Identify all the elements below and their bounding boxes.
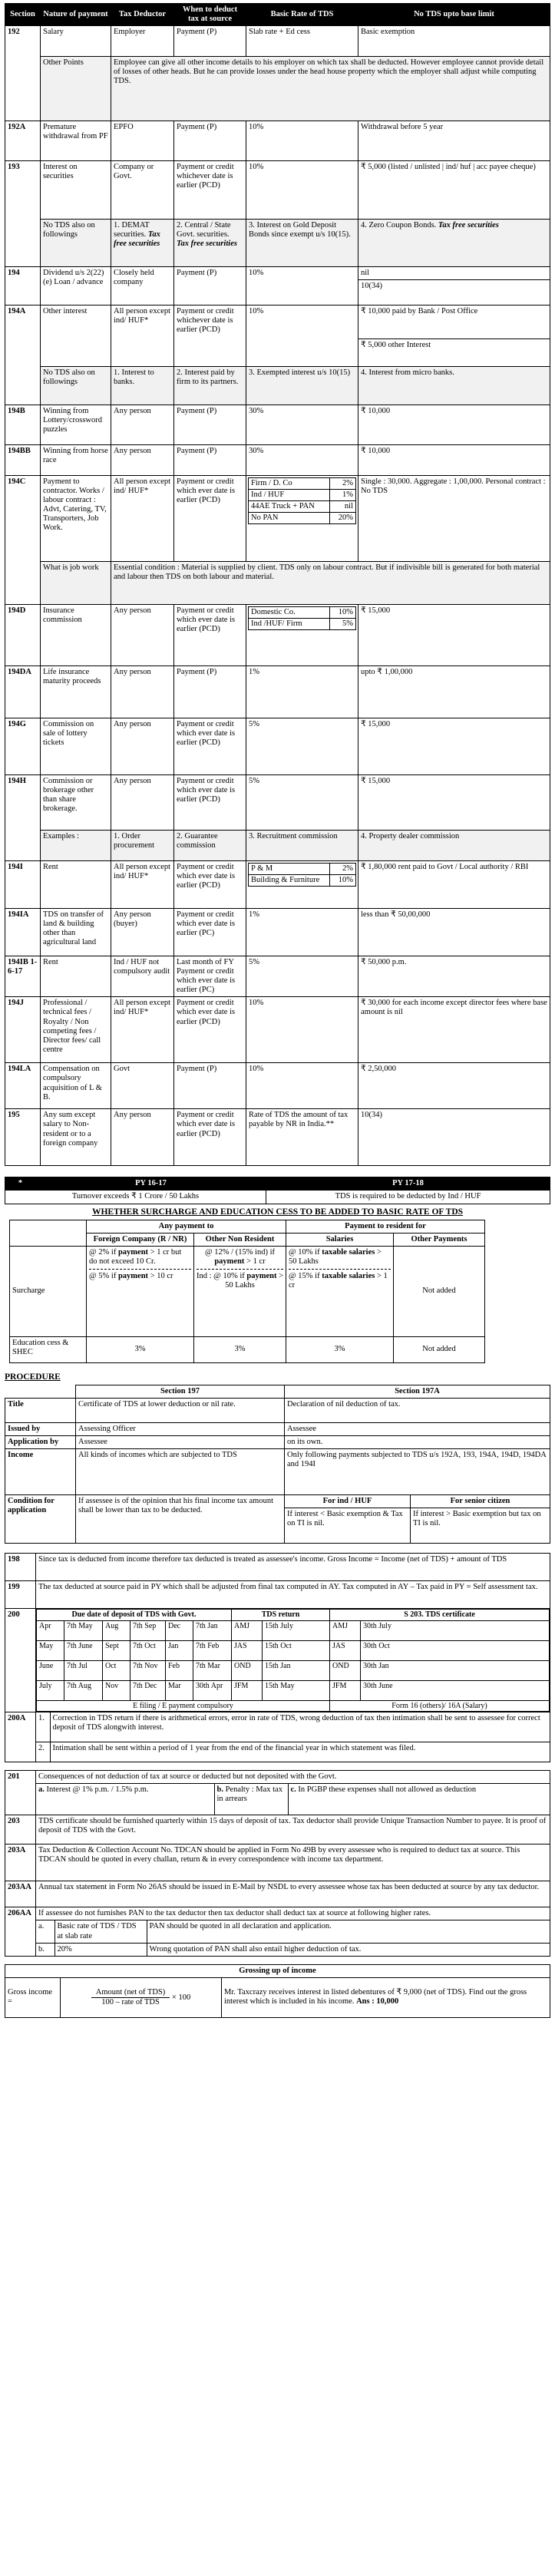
cell: Any person [111, 405, 174, 445]
cell-label: No TDS also on followings [41, 367, 111, 405]
cell: 3. Exempted interest u/s 10(15) [246, 367, 358, 405]
cell: All person except ind/ HUF* [111, 476, 174, 562]
table-row [5, 1063, 550, 1109]
table-row [5, 909, 550, 956]
cell: 10% [246, 161, 358, 220]
header-rate: Basic Rate of TDS [246, 4, 358, 26]
header-section-197: Section 197 [76, 1385, 285, 1399]
cell: 3% [286, 1336, 394, 1362]
header-tds-return: TDS return [232, 1610, 330, 1621]
table-row [5, 605, 550, 666]
cell: 1. Order procurement [111, 831, 174, 861]
procedure-heading: PROCEDURE [5, 1372, 61, 1382]
cell: Rent [41, 861, 111, 909]
cell: ₹ 15,000 [358, 605, 550, 666]
cell: Payment or credit which ever date is earlier (PCD) [174, 861, 246, 909]
cell: 2. Interest paid by firm to its partners. [174, 367, 246, 405]
table-row [5, 476, 550, 562]
sections-table [5, 1553, 550, 1762]
table-row [5, 775, 550, 831]
section-code: 203A [5, 1844, 36, 1881]
cell: Premature withdrawal from PF [41, 121, 111, 161]
procedure-label: Title [5, 1399, 76, 1423]
cell: TDS on transfer of land & building other than agricultural land [41, 909, 111, 956]
header-section-197a: Section 197A [285, 1385, 550, 1399]
cell: Declaration of nil deduction of tax. [285, 1399, 550, 1423]
header-deductor: Tax Deductor [111, 4, 174, 26]
cell: EPFO [111, 121, 174, 161]
section-code: 194B [5, 405, 41, 445]
cell-note: Essential condition : Material is supplied by client. TDS only on labour contract. But if indivisible bill is generated for both material and labour then TDS on both labour and material. [111, 562, 550, 605]
table-row [5, 267, 550, 305]
cell: Payment or credit whichever date is earlier (PCD) [174, 305, 246, 367]
section-code: 192 [5, 26, 41, 121]
table-row [5, 57, 550, 121]
table-row [5, 997, 550, 1063]
cell: Any person [111, 775, 174, 831]
cell: Payment (P) [174, 666, 246, 718]
cell: Company or Govt. [111, 161, 174, 220]
cell: Assessee [285, 1423, 550, 1436]
cell: All person except ind/ HUF* [111, 997, 174, 1063]
cell: Payment (P) [174, 1063, 246, 1109]
row-label-surcharge: Surcharge [10, 1246, 87, 1336]
procedure-label: Issued by [5, 1423, 76, 1436]
cell-note: Employee can give all other income details to his employer on which tax shall be deducted. However employee cannot provide detail of losses of other heads. But he can provide losses under the head house property which the employer shall adjust while computing TDS. [111, 57, 550, 121]
section-code: 193 [5, 161, 41, 267]
section-code: 194A [5, 305, 41, 405]
cell: Any person (buyer) [111, 909, 174, 956]
cell-rates: Domestic Co. 10% Ind /HUF/ Firm 5% [246, 605, 358, 666]
form16-note: Form 16 (others)/ 16A (Salary) [330, 1700, 550, 1712]
header-foreign-company: Foreign Company (R / NR) [87, 1233, 194, 1246]
cell: All person except ind/ HUF* [111, 305, 174, 367]
procedure-table [5, 1385, 550, 1544]
cell: Assessee [76, 1436, 285, 1449]
cell: Payment (P) [174, 26, 246, 57]
section-code: 194BB [5, 445, 41, 476]
cell: Assessing Officer [76, 1423, 285, 1436]
cell: Any person [111, 718, 174, 775]
cell: Govt [111, 1063, 174, 1109]
table-row [5, 405, 550, 445]
section-code: 198 [5, 1554, 36, 1581]
header-salaries: Salaries [286, 1233, 394, 1246]
cell: All kinds of incomes which are subjected to TDS [76, 1449, 285, 1495]
cell: Payment to contractor. Works / labour contract : Advt, Catering, TV, Transporters, Job Work. [41, 476, 111, 562]
surcharge-table [9, 1220, 485, 1363]
cell: TDS certificate should be furnished quarterly within 15 days of deposit of tax. Tax deductor shall provide Unique Transaction Number to payee. It is proof of deposit of TDS with the Govt. [36, 1815, 550, 1844]
cell: Rent [41, 956, 111, 997]
cell-rates: Firm / D. Co 2% Ind / HUF 1% 44AE Truck + PAN nil No PAN 20% [246, 476, 358, 562]
table-row [5, 831, 550, 861]
cell-label: Other Points [41, 57, 111, 121]
header-when: When to deduct tax at source [174, 4, 246, 26]
cell: Payment or credit which ever date is earlier (PCD) [174, 997, 246, 1063]
cell: Any person [111, 1109, 174, 1166]
cell: 1. DEMAT securities. Tax free securities [111, 220, 174, 267]
cell: 10% [246, 267, 358, 305]
section-code: 206AA [5, 1907, 36, 1956]
header-senior-citizen: For senior citizen [411, 1495, 550, 1508]
section-code: 194IA [5, 909, 41, 956]
header-due-date: Due date of deposit of TDS with Govt. [37, 1610, 232, 1621]
cell: If interest < Basic exemption & Tax on TI is nil. [285, 1508, 411, 1544]
cell: Winning from Lottery/crossword puzzles [41, 405, 111, 445]
section-code: 194J [5, 997, 41, 1063]
cell: Slab rate + Ed cess [246, 26, 358, 57]
cell: Dividend u/s 2(22)(e) Loan / advance [41, 267, 111, 305]
table-row [5, 1109, 550, 1166]
cell: Payment or credit which ever date is earlier (PCD) [174, 775, 246, 831]
cell: 10% [246, 305, 358, 367]
section-code: 203AA [5, 1881, 36, 1907]
efile-note: E filing / E payment compulsory [37, 1700, 330, 1712]
header-payment-resident: Payment to resident for [286, 1220, 485, 1233]
cell: Commission or brokerage other than share brokerage. [41, 775, 111, 831]
table-row [5, 562, 550, 605]
star-marker: * [5, 1177, 36, 1191]
cell: ₹ 10,000 [358, 445, 550, 476]
cell: 3. Interest on Gold Deposit Bonds since exempt u/s 10(15). [246, 220, 358, 267]
cell: 1. Interest to banks. [111, 367, 174, 405]
cell: Tax Deduction & Collection Account No. TDCAN should be applied in Form No 49B by every assessee who is required to deduct tax at source. This TDCAN should be quoted in every challan, return & in every correspondence with income tax department. [36, 1844, 550, 1881]
cell: Payment or credit which ever date is earlier (PC) [174, 909, 246, 956]
cell: ₹ 15,000 [358, 718, 550, 775]
cell: 5% [246, 718, 358, 775]
header-section: Section [5, 4, 41, 26]
row-label-cess: Education cess & SHEC [10, 1336, 87, 1362]
cell: 4. Interest from micro banks. [358, 367, 550, 405]
cell: Life insurance maturity proceeds [41, 666, 111, 718]
cell: 2. Central / State Govt. securities. Tax free securities [174, 220, 246, 267]
header-any-payment: Any payment to [87, 1220, 286, 1233]
section-code: 200A [5, 1712, 36, 1762]
grossup-example: Mr. Taxcrazy receives interest in listed debentures of ₹ 9,000 (net of TDS). Find out the gross interest which is included in his income. Ans : 10,000 [222, 1977, 550, 2017]
header-other-nr: Other Non Resident [194, 1233, 286, 1246]
cell: Any person [111, 445, 174, 476]
cell: Payment (P) [174, 121, 246, 161]
cell: Not added [394, 1336, 485, 1362]
surcharge-heading: WHETHER SURCHARGE AND EDUCATION CESS TO BE ADDED TO BASIC RATE OF TDS [91, 1207, 464, 1217]
cell-label: No TDS also on followings [41, 220, 111, 267]
cell: Compensation on compulsory acquisition of L & B. [41, 1063, 111, 1109]
cell: If assessee is of the opinion that his final income tax amount shall be lower than tax to be deducted. [76, 1495, 285, 1544]
cell-label: Examples : [41, 831, 111, 861]
cell: Other interest [41, 305, 111, 367]
cell: 2. Guarantee commission [174, 831, 246, 861]
header-nature: Nature of payment [41, 4, 111, 26]
table-row [5, 26, 550, 57]
cell: Payment or credit which ever date is earlier (PCD) [174, 476, 246, 562]
cell: Certificate of TDS at lower deduction or nil rate. [76, 1399, 285, 1423]
section-code: 203 [5, 1815, 36, 1844]
cell: Any person [111, 605, 174, 666]
section-code: 195 [5, 1109, 41, 1166]
cell: on its own. [285, 1436, 550, 1449]
py-turnover-table [5, 1177, 550, 1204]
grossup-formula: $\frac{\text{Amount (net of TDS)}}{\text{100 – rate of TDS}}$ × 100 [61, 1977, 222, 2017]
cell: upto ₹ 1,00,000 [358, 666, 550, 718]
s201-cell: Consequences of not deduction of tax at source or deducted but not deposited with the Govt. a. Interest @ 1% p.m. / 1.5% p.m. b. Penalty : Max tax in arrears c. In PGBP these expenses shall not allowed as deduction [36, 1771, 550, 1815]
cell: Basic exemption [358, 26, 550, 57]
section-code: 194D [5, 605, 41, 666]
section-code: 194DA [5, 666, 41, 718]
py-value-1617: Turnover exceeds ₹ 1 Crore / 50 Lakhs [5, 1191, 266, 1204]
cell: Payment or credit which ever date is earlier (PCD) [174, 1109, 246, 1166]
cell: Insurance commission [41, 605, 111, 666]
sections-table-2 [5, 1770, 550, 1956]
table-row [5, 121, 550, 161]
py-header-1617: PY 16-17 [36, 1177, 266, 1191]
section-code: 194C [5, 476, 41, 605]
s200a-cell: 1. Correction in TDS return if there is arithmetical errors, error in rate of TDS, wrong deduction of tax then intimation shall be sent to assessee for correct deposit of TDS alongwith interest. 2. Intimation shall be sent within a period of 1 year from the end of the financial year in which statement was filed. [36, 1712, 550, 1762]
grossup-table [5, 1964, 550, 2018]
cell: Employer [111, 26, 174, 57]
cell: Annual tax statement in Form No 26AS should be issued in E-Mail by NSDL to every assessee whose tax has been deducted at source by any tax deductor. [36, 1881, 550, 1907]
cell: Professional / technical fees / Royalty / Non competing fees / Director fees/ call centre [41, 997, 111, 1063]
cell: ₹ 1,80,000 rent paid to Govt / Local authority / RBI [358, 861, 550, 909]
cell: Interest on securities [41, 161, 111, 220]
s206aa-cell: If assessee do not furnishes PAN to the tax deductor then tax deductor shall deduct tax at source at following higher rates. a. Basic rate of TDS / TDS at slab rate PAN should be quoted in all declaration and application. b. 20% Wrong quotation of PAN shall also entail higher deduction of tax. [36, 1907, 550, 1956]
cell: Last month of FY Payment or credit which ever date is earlier (PC) [174, 956, 246, 997]
cell: Salary [41, 26, 111, 57]
cell: Ind / HUF not compulsory audit [111, 956, 174, 997]
cell: Commission on sale of lottery tickets [41, 718, 111, 775]
due-date-table: Due date of deposit of TDS with Govt. TDS return S 203. TDS certificate Apr 7th May Aug 7th Sep Dec 7th Jan AMJ 15th July AMJ 30th July May 7th June Sept 7th Oct Jan 7th Feb JAS 15th Oct JAS 30th Oct June 7th Jul Oct 7th Nov Feb 7th Mar OND 15th Jan OND 30th Jan July 7th Aug Nov 7th Dec Mar 30th Apr JFM 15th May JFM 30th June E filing / E payment compulsory Form 16 (others)/ 16A (Salary) [36, 1609, 550, 1712]
cell: The tax deducted at source paid in PY which shall be adjusted from final tax computed in AY. Tax computed in AY – Tax paid in PY = Self assessment tax. [36, 1581, 550, 1609]
cell: Any sum except salary to Non-resident or to a foreign company [41, 1109, 111, 1166]
table-row [5, 220, 550, 267]
cell: Closely held company [111, 267, 174, 305]
table-row [5, 445, 550, 476]
blank-cell [5, 1385, 76, 1399]
header-other-payments: Other Payments [394, 1233, 485, 1246]
cell-label: What is job work [41, 562, 111, 605]
section-code: 194I [5, 861, 41, 909]
cell: ₹ 30,000 for each income except director fees where base amount is nil [358, 997, 550, 1063]
cell: 10% [246, 997, 358, 1063]
cell: Winning from horse race [41, 445, 111, 476]
cell: Payment or credit which ever date is earlier (PCD) [174, 718, 246, 775]
cell: 5% [246, 775, 358, 831]
tds-rates-table [5, 3, 550, 1166]
grossup-label: Gross income = [5, 1977, 61, 2017]
cell: 3% [87, 1336, 194, 1362]
cell: Withdrawal before 5 year [358, 121, 550, 161]
cell: 1% [246, 666, 358, 718]
cell: less than ₹ 50,00,000 [358, 909, 550, 956]
cell: 4. Property dealer commission [358, 831, 550, 861]
cell: Only following payments subjected to TDS u/s 192A, 193, 194A, 194D, 194DA and 194I [285, 1449, 550, 1495]
table-row [5, 305, 550, 367]
header-tds-certificate: S 203. TDS certificate [330, 1610, 550, 1621]
cell: ₹ 2,50,000 [358, 1063, 550, 1109]
section-code: 201 [5, 1771, 36, 1815]
cell: Payment (P) [174, 267, 246, 305]
cell: All person except ind/ HUF* [111, 861, 174, 909]
cell-sal-surcharge: @ 10% if taxable salaries > 50 Lakhs @ 15% if taxable salaries > 1 cr [286, 1246, 394, 1336]
cell: Payment (P) [174, 405, 246, 445]
section-code: 192A [5, 121, 41, 161]
section-code: 194 [5, 267, 41, 305]
cell: 10% [246, 121, 358, 161]
procedure-label: Income [5, 1449, 76, 1495]
cell-fc-surcharge: @ 2% if payment > 1 cr but do not exceed 10 Cr. @ 5% if payment > 10 cr [87, 1246, 194, 1336]
py-header-1718: PY 17-18 [266, 1177, 550, 1191]
cell-oth-surcharge: Not added [394, 1246, 485, 1336]
procedure-label: Application by [5, 1436, 76, 1449]
cell: ₹ 10,000 [358, 405, 550, 445]
table-header-row [5, 4, 550, 26]
cell: Single : 30,000. Aggregate : 1,00,000. Personal contract : No TDS [358, 476, 550, 562]
cell: Payment or credit which ever date is earlier (PCD) [174, 605, 246, 666]
cell: ₹ 50,000 p.m. [358, 956, 550, 997]
blank-cell [10, 1220, 87, 1246]
section-code: 194LA [5, 1063, 41, 1109]
header-ind-huf: For ind / HUF [285, 1495, 411, 1508]
cell: Rate of TDS the amount of tax payable by NR in India.** [246, 1109, 358, 1166]
cell: 3. Recruitment commission [246, 831, 358, 861]
procedure-label: Condition for application [5, 1495, 76, 1544]
cell: ₹ 10,000 paid by Bank / Post Office ₹ 5,000 other Interest [358, 305, 550, 367]
section-code: 194G [5, 718, 41, 775]
cell-onr-surcharge: @ 12% / (15% ind) if payment > 1 cr Ind : @ 10% if payment > 50 Lakhs [194, 1246, 286, 1336]
table-row [5, 161, 550, 220]
cell: 4. Zero Coupon Bonds. Tax free securities [358, 220, 550, 267]
cell: 30% [246, 445, 358, 476]
cell: nil 10(34) [358, 267, 550, 305]
cell: 5% [246, 956, 358, 997]
section-code: 200 [5, 1609, 36, 1712]
cell: 10% [246, 1063, 358, 1109]
due-date-cell [36, 1609, 550, 1712]
table-row [5, 861, 550, 909]
cell: If interest > Basic exemption but tax on TI is nil. [411, 1508, 550, 1544]
cell-rates: P & M 2% Building & Furniture 10% [246, 861, 358, 909]
table-row [5, 718, 550, 775]
section-code: 199 [5, 1581, 36, 1609]
grossup-title: Grossing up of income [5, 1964, 550, 1977]
cell: Since tax is deducted from income therefore tax deducted is treated as assessee's income. Gross Income = Income (net of TDS) + amount of TDS [36, 1554, 550, 1581]
cell: Payment (P) [174, 445, 246, 476]
cell: ₹ 15,000 [358, 775, 550, 831]
cell: 3% [194, 1336, 286, 1362]
cell: Any person [111, 666, 174, 718]
cell: ₹ 5,000 (listed / unlisted | ind/ huf | acc payee cheque) [358, 161, 550, 220]
section-code: 194IB 1-6-17 [5, 956, 41, 997]
cell: 10(34) [358, 1109, 550, 1166]
cell: 1% [246, 909, 358, 956]
header-limit: No TDS upto base limit [358, 4, 550, 26]
py-value-1718: TDS is required to be deducted by Ind / HUF [266, 1191, 550, 1204]
table-row [5, 956, 550, 997]
section-code: 194H [5, 775, 41, 861]
cell: Payment or credit whichever date is earlier (PCD) [174, 161, 246, 220]
table-row [5, 666, 550, 718]
cell: 30% [246, 405, 358, 445]
table-row [5, 367, 550, 405]
